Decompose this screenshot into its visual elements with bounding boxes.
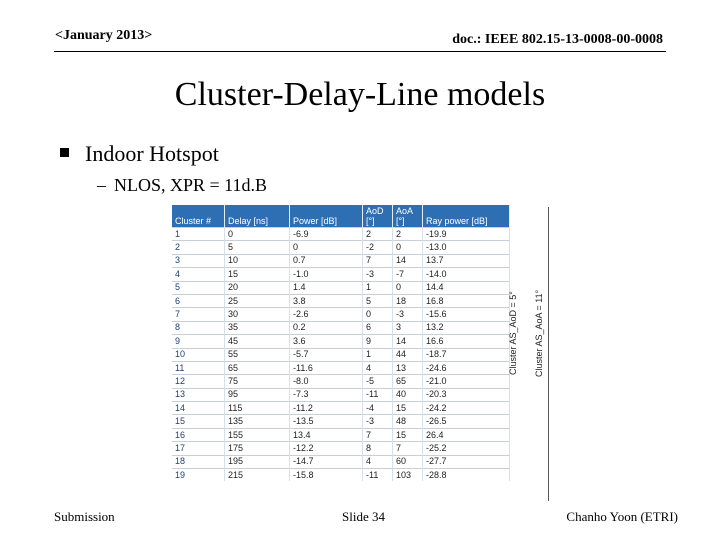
table-cell: 13 bbox=[393, 361, 423, 374]
table-cell: 3.8 bbox=[290, 294, 363, 307]
table-cell: 44 bbox=[393, 348, 423, 361]
table-cell: -13.0 bbox=[423, 241, 510, 254]
table-row bbox=[172, 241, 510, 254]
table-cell: -15.8 bbox=[290, 469, 363, 482]
table-cell: 2 bbox=[172, 241, 225, 254]
header-date: <January 2013> bbox=[55, 28, 153, 43]
table-cell: -28.8 bbox=[423, 469, 510, 482]
header-doc-id: doc.: IEEE 802.15-13-0008-00-0008 bbox=[452, 32, 663, 47]
table-cell: 16.6 bbox=[423, 335, 510, 348]
table-cell: -2.6 bbox=[290, 308, 363, 321]
table-cell: 0 bbox=[225, 228, 290, 241]
sub-bullet-text: NLOS, XPR = 11d.B bbox=[114, 175, 268, 195]
table-row bbox=[172, 442, 510, 455]
table-cell: -8.0 bbox=[290, 375, 363, 388]
table-cell: 11 bbox=[172, 361, 225, 374]
table-cell: 1.4 bbox=[290, 281, 363, 294]
table-cell: -25.2 bbox=[423, 442, 510, 455]
table-cell: 5 bbox=[225, 241, 290, 254]
table-cell: 3 bbox=[172, 254, 225, 267]
table-cell: -20.3 bbox=[423, 388, 510, 401]
table-cell: 0 bbox=[290, 241, 363, 254]
table-cell: 18 bbox=[172, 455, 225, 468]
table-cell: 95 bbox=[225, 388, 290, 401]
table-cell: 4 bbox=[363, 455, 393, 468]
table-cell: 18 bbox=[393, 294, 423, 307]
figure-edge-line bbox=[548, 207, 549, 501]
table-cell: 5 bbox=[363, 294, 393, 307]
col-header-cluster: Cluster # bbox=[172, 205, 225, 228]
table-cell: 4 bbox=[172, 268, 225, 281]
table-cell: 195 bbox=[225, 455, 290, 468]
table-cell: 60 bbox=[393, 455, 423, 468]
square-bullet-icon bbox=[60, 148, 69, 157]
table-cell: 4 bbox=[363, 361, 393, 374]
table-cell: -11.2 bbox=[290, 402, 363, 415]
table-cell: -6.9 bbox=[290, 228, 363, 241]
footer-slide-number: Slide 34 bbox=[342, 509, 385, 524]
table-cell: -24.6 bbox=[423, 361, 510, 374]
table-cell: 103 bbox=[393, 469, 423, 482]
table-cell: -3 bbox=[393, 308, 423, 321]
table-row bbox=[172, 308, 510, 321]
cluster-as-aod-label: Cluster AS_AoD = 5° bbox=[508, 291, 518, 375]
table-cell: 3 bbox=[393, 321, 423, 334]
table-cell: -14.0 bbox=[423, 268, 510, 281]
table-cell: 14.4 bbox=[423, 281, 510, 294]
table-cell: 40 bbox=[393, 388, 423, 401]
table-row bbox=[172, 294, 510, 307]
table-cell: 20 bbox=[225, 281, 290, 294]
table-cell: 12 bbox=[172, 375, 225, 388]
table-cell: 25 bbox=[225, 294, 290, 307]
table-cell: 55 bbox=[225, 348, 290, 361]
col-header-delay: Delay [ns] bbox=[225, 205, 290, 228]
table-cell: 30 bbox=[225, 308, 290, 321]
table-cell: 6 bbox=[363, 321, 393, 334]
table-cell: 13.7 bbox=[423, 254, 510, 267]
table-cell: 45 bbox=[225, 335, 290, 348]
table-cell: -11 bbox=[363, 388, 393, 401]
table-cell: 6 bbox=[172, 294, 225, 307]
table-cell: -3 bbox=[363, 268, 393, 281]
table-header-row bbox=[172, 205, 510, 228]
table-row bbox=[172, 428, 510, 441]
table-cell: 35 bbox=[225, 321, 290, 334]
table-cell: 10 bbox=[172, 348, 225, 361]
footer-author: Chanho Yoon (ETRI) bbox=[566, 509, 678, 524]
table-cell: -2 bbox=[363, 241, 393, 254]
table-cell: 14 bbox=[172, 402, 225, 415]
table-cell: 175 bbox=[225, 442, 290, 455]
table-cell: 15 bbox=[225, 268, 290, 281]
table-row bbox=[172, 281, 510, 294]
table-cell: 115 bbox=[225, 402, 290, 415]
table-cell: 48 bbox=[393, 415, 423, 428]
table-cell: 14 bbox=[393, 335, 423, 348]
table-cell: 1 bbox=[172, 228, 225, 241]
table-cell: -24.2 bbox=[423, 402, 510, 415]
table-cell: 13.4 bbox=[290, 428, 363, 441]
table-cell: 15 bbox=[393, 402, 423, 415]
col-header-power: Power [dB] bbox=[290, 205, 363, 228]
table-row bbox=[172, 228, 510, 241]
table-cell: 2 bbox=[363, 228, 393, 241]
table-cell: 2 bbox=[393, 228, 423, 241]
table-cell: 0 bbox=[393, 241, 423, 254]
bullet-text: Indoor Hotspot bbox=[85, 141, 219, 166]
table-row bbox=[172, 321, 510, 334]
table-cell: 1 bbox=[363, 348, 393, 361]
table-cell: 19 bbox=[172, 469, 225, 482]
table-cell: -21.0 bbox=[423, 375, 510, 388]
table-cell: 13 bbox=[172, 388, 225, 401]
table-cell: -26.5 bbox=[423, 415, 510, 428]
table-cell: 7 bbox=[363, 428, 393, 441]
table-cell: 0.7 bbox=[290, 254, 363, 267]
table-cell: -13.5 bbox=[290, 415, 363, 428]
table-cell: 0 bbox=[363, 308, 393, 321]
table-cell: 65 bbox=[225, 361, 290, 374]
table-cell: 16.8 bbox=[423, 294, 510, 307]
table-cell: 7 bbox=[172, 308, 225, 321]
table-row bbox=[172, 361, 510, 374]
table-cell: -15.6 bbox=[423, 308, 510, 321]
table-cell: -27.7 bbox=[423, 455, 510, 468]
table-cell: 65 bbox=[393, 375, 423, 388]
table-cell: -7.3 bbox=[290, 388, 363, 401]
table-cell: -11 bbox=[363, 469, 393, 482]
table-cell: 9 bbox=[172, 335, 225, 348]
table-cell: -19.9 bbox=[423, 228, 510, 241]
table-cell: -7 bbox=[393, 268, 423, 281]
table-cell: 7 bbox=[393, 442, 423, 455]
table-cell: -14.7 bbox=[290, 455, 363, 468]
col-header-ray-power: Ray power [dB] bbox=[423, 205, 510, 228]
table-cell: 1 bbox=[363, 281, 393, 294]
table-cell: -12.2 bbox=[290, 442, 363, 455]
table-cell: 17 bbox=[172, 442, 225, 455]
table-cell: 8 bbox=[172, 321, 225, 334]
table-row bbox=[172, 388, 510, 401]
table-cell: 0.2 bbox=[290, 321, 363, 334]
cdl-table bbox=[172, 205, 510, 481]
col-header-aoa: AoA [°] bbox=[393, 205, 423, 228]
table-cell: 7 bbox=[363, 254, 393, 267]
table-cell: -1.0 bbox=[290, 268, 363, 281]
cdl-table-figure bbox=[172, 205, 552, 503]
table-cell: -5.7 bbox=[290, 348, 363, 361]
table-row bbox=[172, 375, 510, 388]
table-cell: 15 bbox=[393, 428, 423, 441]
table-row bbox=[172, 455, 510, 468]
table-cell: -18.7 bbox=[423, 348, 510, 361]
table-cell: 10 bbox=[225, 254, 290, 267]
table-cell: 26.4 bbox=[423, 428, 510, 441]
header-rule bbox=[54, 51, 666, 52]
table-row bbox=[172, 348, 510, 361]
slide-title: Cluster-Delay-Line models bbox=[174, 76, 546, 113]
table-cell: -11.6 bbox=[290, 361, 363, 374]
table-cell: 3.6 bbox=[290, 335, 363, 348]
table-row bbox=[172, 335, 510, 348]
table-cell: 13.2 bbox=[423, 321, 510, 334]
sub-bullet-item bbox=[97, 175, 267, 196]
table-cell: 5 bbox=[172, 281, 225, 294]
table-cell: 0 bbox=[393, 281, 423, 294]
table-cell: 14 bbox=[393, 254, 423, 267]
table-row bbox=[172, 402, 510, 415]
table-cell: 215 bbox=[225, 469, 290, 482]
table-row bbox=[172, 415, 510, 428]
table-cell: -5 bbox=[363, 375, 393, 388]
table-cell: -4 bbox=[363, 402, 393, 415]
table-cell: 135 bbox=[225, 415, 290, 428]
table-cell: 9 bbox=[363, 335, 393, 348]
table-cell: 15 bbox=[172, 415, 225, 428]
bullet-item bbox=[60, 141, 219, 167]
dash-bullet-icon: – bbox=[97, 175, 106, 195]
table-cell: 16 bbox=[172, 428, 225, 441]
col-header-aod: AoD [°] bbox=[363, 205, 393, 228]
table-cell: 8 bbox=[363, 442, 393, 455]
table-row bbox=[172, 254, 510, 267]
table-row bbox=[172, 268, 510, 281]
table-cell: -3 bbox=[363, 415, 393, 428]
cluster-as-aoa-label: Cluster AS_AoA = 11° bbox=[534, 289, 544, 377]
table-row bbox=[172, 469, 510, 482]
table-cell: 155 bbox=[225, 428, 290, 441]
footer-submission: Submission bbox=[54, 509, 115, 524]
table-cell: 75 bbox=[225, 375, 290, 388]
